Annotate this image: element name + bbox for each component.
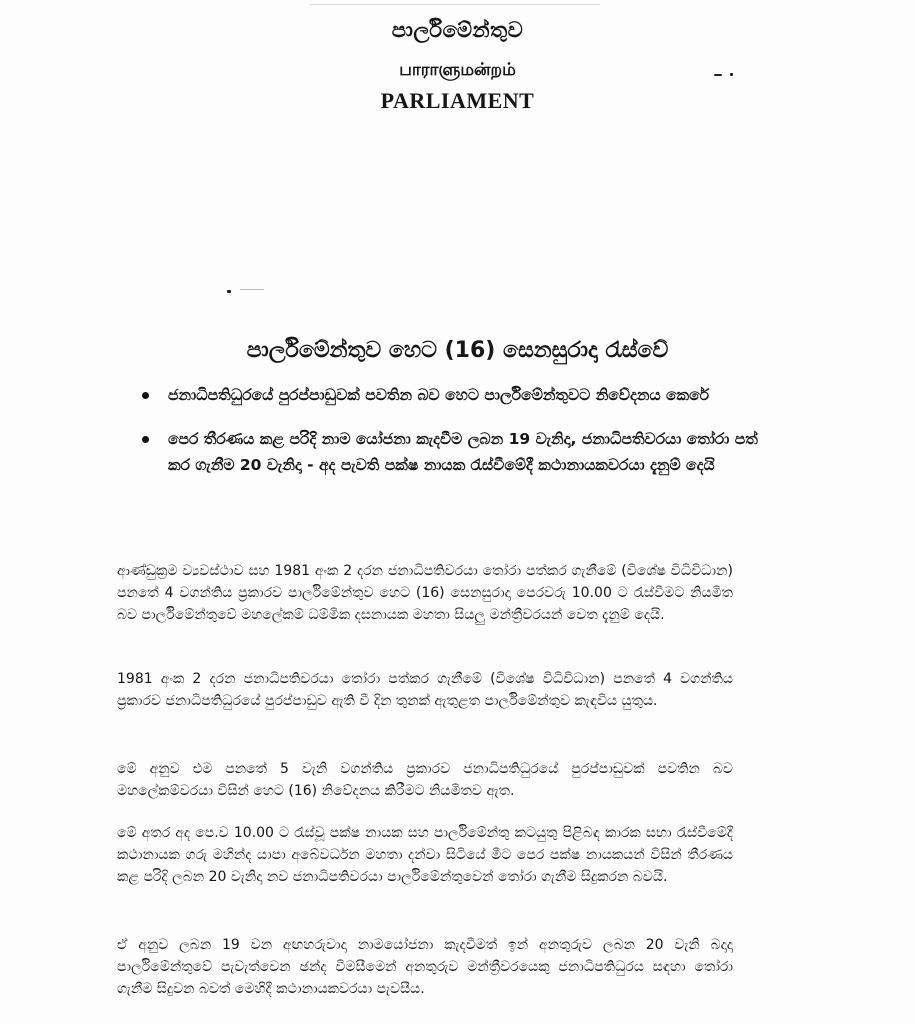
highlight-text: පෙර තීරණය කළ පරිදි නාම යෝජනා කැදවීම ලබන 19 වැනිදා, ජනාධිපතිවරයා තෝරා පත් කර ගැනීම 20 වැනිදා - අද පැවති පක්ෂ නායක රැස්වීමේදී කථානායකවරයා දැනුම් දෙයි [168,430,758,474]
highlights-list [142,382,782,496]
body-paragraph: මේ අතර අද පෙ.ව 10.00 ට රැස්වූ පක්ෂ නායක සහ පාර්ලිමේන්තු කටයුතු පිළිබඳ කාරක සභා රැස්වීමේදී කථානායක ගරු මහින්ද යාපා අබේවර්ධන මහතා දන්වා සිටියේ මීට පෙර පක්ෂ නායකයන් විසින් තීරණය කළ පරිදි ලබන 20 වැනිදා නව ජනාධිපතිවරයා පාර්ලිමේන්තුවෙන් තෝරා ගැනීම සිදුකරන බවයි. [117,825,733,885]
scan-speck [730,73,733,76]
bullet-icon [142,392,149,399]
header-tamil: பாராளுமன்றம் [399,60,516,80]
body-paragraph: 1981 අංක 2 දරන ජනාධිපතිවරයා තෝරා පත්කර ගැනීමේ (විශේෂ විධිවිධාන) පනතේ 4 වගන්තිය ප්‍රකාරව ජනාධිපතිධුරයේ පුරප්පාඩුව ඇති වී දින තුනක් ඇතුළත පාර්ලිමේන්තුව කැඳවිය යුතුය. [117,671,733,709]
body-paragraph: මේ අනුව එම පනතේ 5 වැනි වගන්තිය ප්‍රකාරව ජනාධිපතිධුරයේ පුරප්පාඩුවක් පවතින බව මහලේකම්වරයා විසින් හෙට (16) නිවේදනය කිරීමට නියමිතව ඇත. [117,761,733,799]
top-rule [310,4,600,5]
body-paragraph: ආණ්ඩුක්‍රම ව්‍යවස්ථාව සහ 1981 අංක 2 දරන ජනාධිපතිවරයා තෝරා පත්කර ගැනීමේ (විශේෂ විධිවිධාන) පනතේ 4 වගන්තිය ප්‍රකාරව පාර්ලිමේන්තුව හෙට (16) සෙනසුරාදා පෙරවරු 10.00 ට රැස්වීමට නියමිත බව පාර්ලිමේන්තුවේ මහලේකම් ධම්මික දසනායක මහතා සියලු මන්ත්‍රීවරයන් වෙත දැනුම් දෙයි. [117,563,733,623]
header-sinhala: පාර්ලිමේන්තුව [391,18,524,42]
release-title: පාර්ලිමේන්තුව හෙට (16) සෙනසුරාදා රැස්වේ [246,338,669,363]
scan-speck [714,74,722,76]
body-paragraph: ඒ අනුව ලබන 19 වන අඟහරුවාදා නාමයෝජනා කැදවීමත් ඉන් අනතුරුව ලබන 20 වැනි බදාදා පාර්ලිමේන්තුවේ පැවැත්වෙන ඡන්ද විමසීමෙන් අනතුරුව මන්ත්‍රීවරයෙකු ජනාධිපතිධුරය සඳහා තෝරා ගැනීම සිදුවන බවත් මෙහිදී කථානායකවරයා පැවසීය. [117,937,733,997]
bullet-icon [142,436,149,443]
highlight-item [142,382,782,408]
scan-speck [240,289,264,290]
highlight-item [142,426,782,478]
highlight-text: ජනාධිපතිධුරයේ පුරප්පාඩුවක් පවතින බව හෙට පාර්ලිමේන්තුවට නිවේදනය කෙරේ [168,386,710,404]
header-english: PARLIAMENT [380,88,535,113]
scan-speck [227,290,231,293]
